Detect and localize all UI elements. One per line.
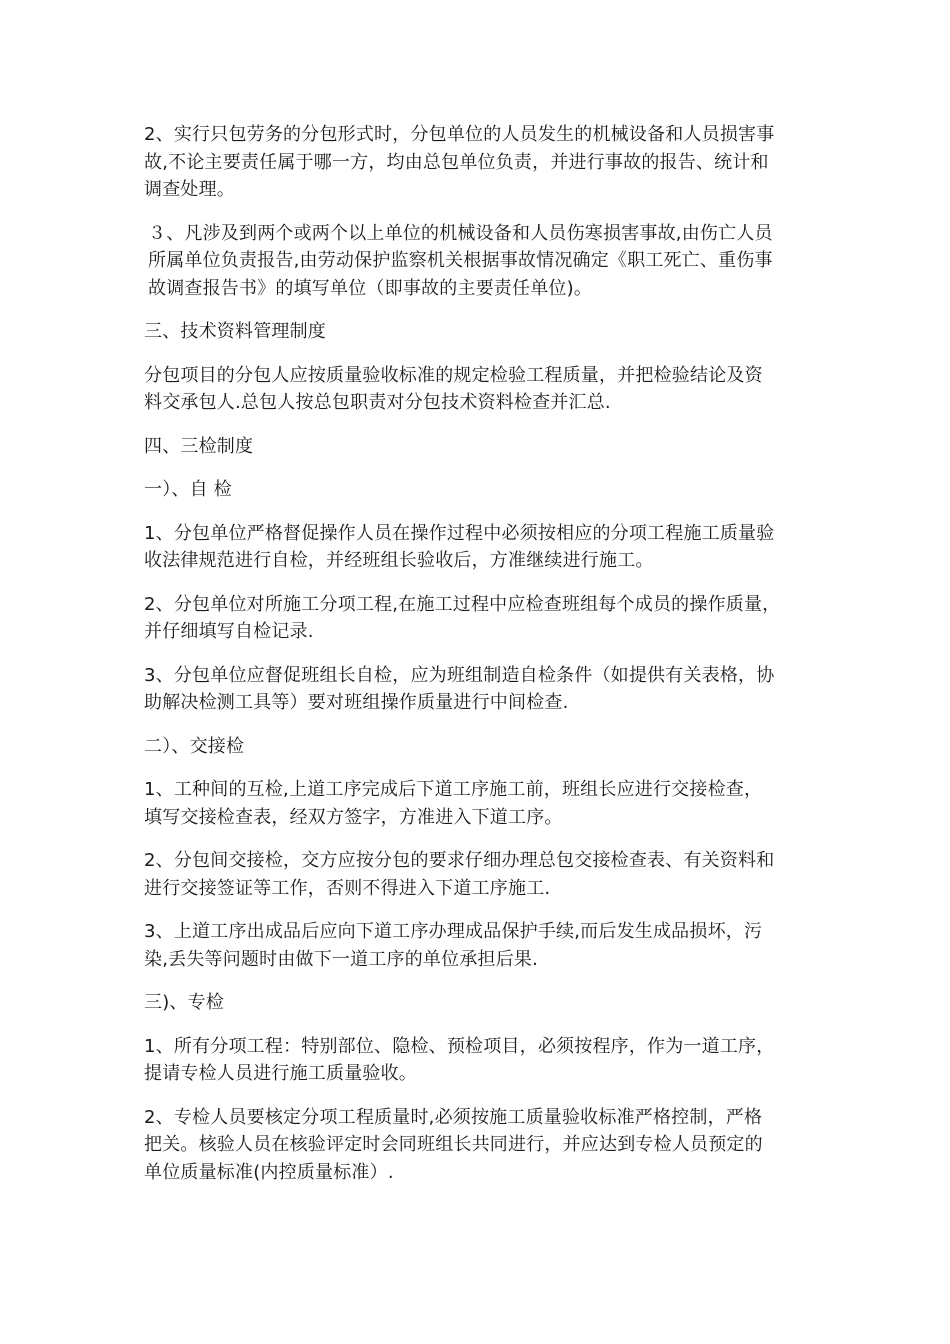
text-line: 二）、交接检 [144,735,245,757]
section-heading [144,733,808,761]
text-line: 所属单位负责报告,由劳动保护监察机关根据事故情况确定《职工死亡、重伤事 [148,250,773,271]
text-line: 料交承包人.总包人按总包职责对分包技术资料检查并汇总. [144,392,611,413]
text-line: 收法律规范进行自检，并经班组长验收后，方准继续进行施工。 [144,550,654,571]
paragraph [144,662,808,717]
text-line: 3、上道工序出成品后应向下道工序办理成品保护手续,而后发生成品损坏，污 [144,921,763,942]
section-heading [144,433,808,461]
text-line: 1、分包单位严格督促操作人员在操作过程中必须按相应的分项工程施工质量验 [144,522,775,544]
paragraph [144,847,808,902]
paragraph [144,220,808,303]
paragraph [144,918,808,973]
text-line: 故,不论主要责任属于哪一方，均由总包单位负责，并进行事故的报告、统计和 [144,151,769,173]
text-line: 染,丢失等问题时由做下一道工序的单位承担后果. [144,948,539,970]
section-heading [144,476,808,504]
paragraph [144,520,808,575]
paragraph [144,362,808,417]
text-line: 2、分包间交接检，交方应按分包的要求仔细办理总包交接检查表、有关资料和 [144,850,775,871]
paragraph [144,121,808,204]
text-line: 单位质量标准(内控质量标准）. [144,1161,394,1183]
text-line: 并仔细填写自检记录. [144,621,314,642]
text-line: 故调查报告书》的填写单位（即事故的主要责任单位)。 [148,277,593,299]
text-line: 2、实行只包劳务的分包形式时，分包单位的人员发生的机械设备和人员损害事 [144,124,775,145]
text-line: 四、三检制度 [144,435,254,457]
text-line: 提请专检人员进行施工质量验收。 [144,1063,417,1084]
section-heading [144,318,808,346]
paragraph [144,1104,808,1187]
text-line: 调查处理。 [144,179,235,200]
text-line: 分包项目的分包人应按质量验收标准的规定检验工程质量，并把检验结论及资 [144,364,763,386]
section-heading [144,989,808,1017]
text-line: 一）、自 检 [144,479,232,500]
text-line: 三)、专检 [144,992,225,1013]
paragraph [144,776,808,831]
paragraph [144,1033,808,1088]
text-line: 进行交接签证等工作，否则不得进入下道工序施工. [144,877,551,899]
text-line: 2、专检人员要核定分项工程质量时,必须按施工质量验收标准严格控制，严格 [144,1106,763,1128]
text-line: 填写交接检查表，经双方签字，方准进入下道工序。 [144,806,563,828]
text-line: ３、凡涉及到两个或两个以上单位的机械设备和人员伤寒损害事故,由伤亡人员 [148,222,773,244]
paragraph [144,591,808,646]
text-line: 2、分包单位对所施工分项工程,在施工过程中应检查班组每个成员的操作质量， [144,593,781,615]
text-line: 助解决检测工具等）要对班组操作质量进行中间检查. [144,692,569,713]
text-line: 三、技术资料管理制度 [144,321,326,342]
text-line: 把关。核验人员在核验评定时会同班组长共同进行，并应达到专检人员预定的 [144,1134,763,1155]
text-line: 1、工种间的互检,上道工序完成后下道工序施工前，班组长应进行交接检查， [144,779,763,800]
text-line: 3、分包单位应督促班组长自检，应为班组制造自检条件（如提供有关表格，协 [144,664,775,686]
document-body [144,121,808,1202]
text-line: 1、所有分项工程：特别部位、隐检、预检项目，必须按程序，作为一道工序， [144,1035,775,1057]
